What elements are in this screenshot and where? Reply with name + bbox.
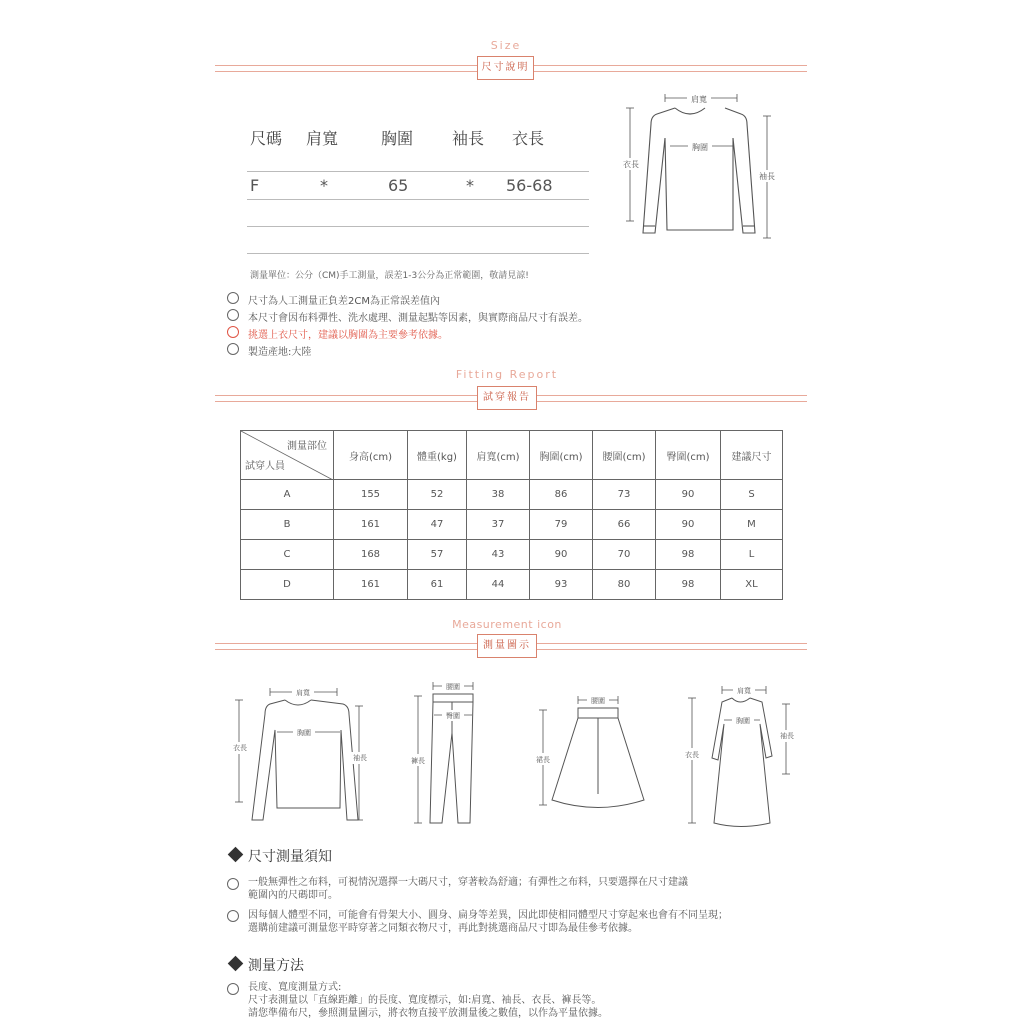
size-header-chest: 胸圍	[381, 129, 414, 148]
table-cell: 98	[656, 540, 721, 570]
size-header-length: 衣長	[512, 129, 545, 148]
diagram-label-sleeve: 袖長	[759, 172, 775, 181]
table-row	[241, 510, 783, 540]
header-cell: 腰圍(cm)	[593, 431, 656, 480]
table-rule	[247, 199, 589, 200]
circle-bullet-icon	[227, 292, 239, 304]
table-cell: B	[241, 510, 334, 540]
note-item: 尺寸為人工測量正負差2CM為正常誤差值內	[248, 296, 440, 307]
diagram-label-length: 衣長	[623, 160, 639, 169]
circle-bullet-icon	[227, 878, 239, 890]
paragraph-line: 範圍內的尺碼即可。	[248, 890, 338, 901]
circle-bullet-icon	[227, 910, 239, 922]
diagram-label-chest: 胸圍	[692, 143, 708, 152]
table-cell: 90	[656, 480, 721, 510]
table-cell: 61	[408, 570, 467, 600]
table-cell: 66	[593, 510, 656, 540]
icon-label-dress-chest: 胸圍	[736, 717, 750, 725]
size-cell: 65	[388, 176, 409, 195]
table-cell: 86	[530, 480, 593, 510]
note-item-highlight: 挑選上衣尺寸，建議以胸圍為主要參考依據。	[248, 330, 448, 341]
table-row	[241, 540, 783, 570]
circle-bullet-icon	[227, 326, 239, 338]
diamond-bullet-icon	[228, 956, 244, 972]
corner-cell	[241, 431, 334, 480]
table-cell: S	[721, 480, 783, 510]
header-cell: 身高(cm)	[334, 431, 408, 480]
circle-bullet-icon	[227, 309, 239, 321]
dress-measure-icon	[678, 678, 808, 828]
paragraph-line: 選購前建議可測量您平時穿著之同類衣物尺寸，再此對挑選商品尺寸即為最佳參考依據。	[248, 923, 638, 934]
icon-label-hip: 臀圍	[446, 712, 460, 720]
header-cell: 胸圍(cm)	[530, 431, 593, 480]
size-header-shoulder: 肩寬	[306, 129, 339, 148]
method-title: 測量方法	[248, 958, 304, 974]
table-cell: 93	[530, 570, 593, 600]
paragraph-line: 一般無彈性之布料，可視情況選擇一大碼尺寸，穿著較為舒適；有彈性之布料，只要選擇在尺寸建議	[248, 877, 688, 888]
table-cell: 38	[467, 480, 530, 510]
measure-unit-note: 測量單位：公分（CM)手工測量，誤差1-3公分為正常範圍，敬請見諒!	[250, 271, 529, 281]
table-cell: 43	[467, 540, 530, 570]
paragraph-line: 長度、寬度測量方式:	[248, 982, 342, 993]
size-cell: F	[250, 176, 260, 195]
size-section-en: Size	[490, 39, 522, 52]
size-header-sleeve: 袖長	[452, 129, 485, 148]
table-cell: 161	[334, 570, 408, 600]
table-cell: 70	[593, 540, 656, 570]
table-cell: 90	[530, 540, 593, 570]
icon-label-dress-sleeve: 袖長	[780, 732, 794, 740]
table-cell: A	[241, 480, 334, 510]
table-cell: 79	[530, 510, 593, 540]
table-header-row	[241, 431, 783, 480]
table-cell: 161	[334, 510, 408, 540]
header-cell: 體重(kg)	[408, 431, 467, 480]
size-section-title: 尺寸說明	[477, 56, 534, 80]
method-paragraph	[248, 981, 608, 1020]
icon-label-pants-length: 褲長	[411, 757, 425, 765]
icon-label-skirt-waist: 腰圍	[591, 697, 605, 705]
header-cell: 建議尺寸	[721, 431, 783, 480]
table-cell: 80	[593, 570, 656, 600]
icon-label-waist: 腰圍	[446, 683, 460, 691]
table-row	[241, 480, 783, 510]
circle-bullet-icon	[227, 983, 239, 995]
note-item: 製造產地:大陸	[248, 347, 312, 358]
table-cell: 44	[467, 570, 530, 600]
table-rule	[247, 253, 589, 254]
note-item: 本尺寸會因布料彈性、洗水處理、測量起點等因素，與實際商品尺寸有誤差。	[248, 313, 588, 324]
notice-title: 尺寸測量須知	[248, 849, 332, 865]
table-cell: L	[721, 540, 783, 570]
table-rule	[247, 226, 589, 227]
fitting-section-en: Fitting Report	[455, 368, 559, 381]
paragraph-line: 因每個人體型不同，可能會有骨架大小、圓身、扁身等差異，因此即使相同體型尺寸穿起來也會有不同呈現；	[248, 910, 728, 921]
icon-section-title: 測量圖示	[477, 634, 537, 658]
notice-paragraph-2	[248, 909, 728, 935]
paragraph-line: 尺寸表測量以「直線距離」的長度、寬度標示，如:肩寬、袖長、衣長、褲長等。	[248, 995, 602, 1006]
skirt-measure-icon	[530, 690, 660, 820]
corner-bottom-label: 試穿人員	[245, 461, 285, 472]
circle-bullet-icon	[227, 343, 239, 355]
icon-label-skirt-length: 裙長	[536, 756, 550, 764]
table-cell: C	[241, 540, 334, 570]
top-measure-icon	[225, 680, 375, 830]
header-cell: 肩寬(cm)	[467, 431, 530, 480]
table-cell: 52	[408, 480, 467, 510]
icon-label-dress-shoulder: 肩寬	[737, 687, 751, 695]
paragraph-line: 請您準備布尺，參照測量圖示，將衣物直接平放測量後之數值，以作為平量依據。	[248, 1008, 608, 1019]
icon-label-length: 衣長	[233, 744, 247, 752]
icon-section-en: Measurement icon	[452, 618, 562, 631]
table-cell: XL	[721, 570, 783, 600]
table-cell: 47	[408, 510, 467, 540]
diamond-bullet-icon	[228, 847, 244, 863]
table-cell: 57	[408, 540, 467, 570]
table-cell: 90	[656, 510, 721, 540]
pants-measure-icon	[400, 678, 490, 828]
diagram-label-shoulder: 肩寬	[691, 95, 707, 104]
size-cell: 56-68	[506, 176, 553, 195]
size-cell: *	[320, 176, 328, 195]
fitting-table	[240, 430, 783, 600]
icon-label-dress-length: 衣長	[685, 751, 699, 759]
size-header-size: 尺碼	[250, 129, 283, 148]
table-cell: 155	[334, 480, 408, 510]
table-cell: 168	[334, 540, 408, 570]
corner-top-label: 測量部位	[287, 441, 327, 452]
icon-label-shoulder: 肩寬	[296, 689, 310, 697]
size-cell: *	[466, 176, 474, 195]
table-cell: 98	[656, 570, 721, 600]
table-rule	[247, 171, 589, 172]
table-row	[241, 570, 783, 600]
fitting-section-title: 試穿報告	[477, 386, 537, 410]
table-cell: M	[721, 510, 783, 540]
table-cell: D	[241, 570, 334, 600]
header-cell: 臀圍(cm)	[656, 431, 721, 480]
notice-paragraph-1	[248, 876, 688, 902]
icon-label-sleeve: 袖長	[353, 754, 367, 762]
table-cell: 37	[467, 510, 530, 540]
table-cell: 73	[593, 480, 656, 510]
top-measure-diagram	[615, 88, 785, 248]
icon-label-chest: 胸圍	[297, 729, 311, 737]
